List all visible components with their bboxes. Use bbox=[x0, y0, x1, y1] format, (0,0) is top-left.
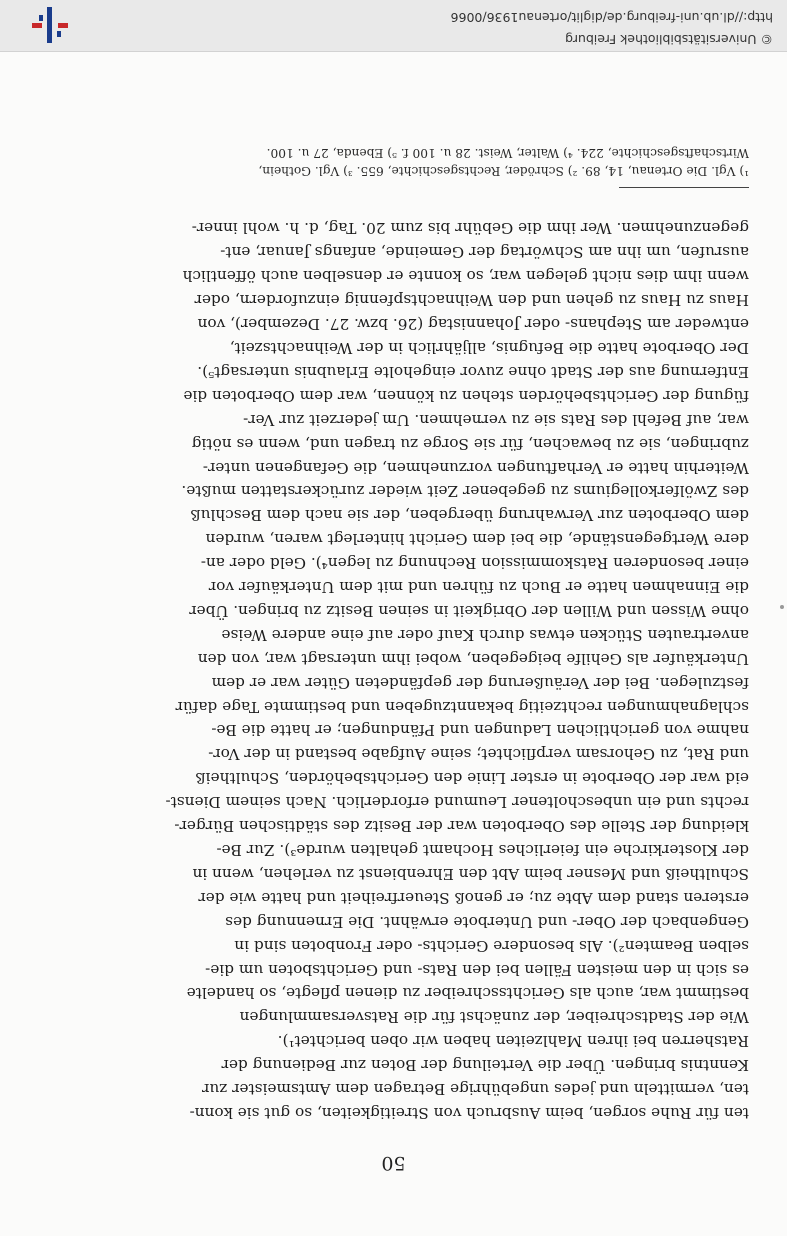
text-line: die Einnahmen hatte er Buch zu führen und mit dem Unterkäufer vor bbox=[208, 578, 749, 597]
text-line: entweder am Stephans- oder Johannistag (26. bzw. 27. Dezember), von bbox=[197, 315, 749, 334]
text-line: wenn ihm dies nicht gelegen war, so konnte er denselben auch öffentlich bbox=[182, 267, 749, 286]
text-line: gegenzunehmen. Wer ihm die Gebühr bis zum 20. Tag, d. h. wohl inner- bbox=[191, 219, 749, 238]
text-line: Wie der Stadtschreiber, der zunächst für die Ratsversammlungen bbox=[239, 1008, 749, 1027]
text-line: nahme von gerichtlichen Ladungen und Pfändungen; er hatte die Be- bbox=[211, 721, 749, 740]
text-line: Haus zu Haus zu gehen und den Weihnachtspfennig einzufordern, oder bbox=[194, 291, 749, 310]
text-line: Kenntnis bringen. Über die Verteilung der Boten zur Bedienung der bbox=[221, 1056, 749, 1075]
footnote-divider bbox=[619, 187, 749, 188]
footnote-line: ¹) Vgl. Die Ortenau, 14, 89. ²) Schröder, Rechtsgeschichte, 655. ³) Vgl. Gothein, bbox=[258, 164, 749, 178]
copyright-text: © Universitätsbibliothek Freiburg bbox=[565, 32, 773, 47]
text-line: bestimmt war, auch als Gerichtsschreiber zu dienen pflegte, so handelte bbox=[186, 984, 749, 1003]
scan-speck bbox=[780, 605, 784, 609]
ub-freiburg-logo-icon[interactable] bbox=[30, 5, 70, 45]
text-line: ersteren stand dem Abte zu; er genoß Steuerfreiheit und hatte wie der bbox=[198, 888, 749, 907]
text-line: einer besonderen Ratskommission Rechnung zu legen⁴). Geld oder an- bbox=[200, 554, 749, 573]
text-line: anvertrauten Stücken etwas durch Kauf oder auf eine andere Weise bbox=[221, 625, 749, 644]
text-line: Unterkäufer als Gehilfe beigegeben, wobei ihm untersagt war, von den bbox=[197, 649, 749, 668]
viewer-header bbox=[0, 0, 787, 52]
text-line: zubringen, sie zu bewachen, für sie Sorge zu tragen und, wenn es nötig bbox=[191, 434, 749, 453]
text-line: eid war der Oberbote in erster Linie den Gerichtsbehörden, Schultheiß bbox=[195, 769, 749, 788]
text-line: Entfernung aus der Stadt ohne zuvor eingeholte Erlaubnis untersagt⁵). bbox=[197, 362, 749, 381]
text-line: war, auf Befehl des Rats sie zu vernehmen. Um jederzeit zur Ver- bbox=[243, 410, 749, 429]
text-line: selben Beamten²). Als besondere Gerichts- oder Fronboten sind in bbox=[234, 936, 749, 955]
text-line: dem Oberboten zur Verwahrung übergeben, der sie nach dem Beschluß bbox=[190, 506, 749, 525]
text-line: festzulegen. Bei der Veräußerung der gepfändeten Güter war er dem bbox=[211, 673, 749, 692]
footnote-line: Wirtschaftsgeschichte, 224. ⁴) Walter, Weist. 28 u. 100 f. ⁵) Ebenda, 27 u. 100. bbox=[266, 146, 749, 160]
body-text bbox=[45, 216, 749, 1124]
text-line: ten für Ruhe sorgen, beim Ausbruch von Streitigkeiten, so gut sie konn- bbox=[189, 1104, 749, 1122]
text-line: ausrufen, um ihn am Schwörtag der Gemeinde, anfangs Januar, ent- bbox=[220, 243, 749, 262]
text-line: Gengenbach der Ober- und Unterbote erwähnt. Die Ernennung des bbox=[225, 912, 749, 931]
text-line: fügung der Gerichtsbehörden stehen zu können, war dem Oberboten die bbox=[183, 386, 749, 405]
text-line: Schultheiß und Mesner beim Abt den Ehrenbienst zu verlehen, wenn in bbox=[192, 864, 749, 883]
text-line: Weiterhin hatte er Verhaftungen vorzunehmen, die Gefangenen unter- bbox=[202, 458, 749, 477]
text-line: rechts und ein unbescholtener Leumund erforderlich. Nach seinem Dienst- bbox=[165, 793, 749, 812]
text-line: der Klosterkirche ein feierliches Hochamt gehalten wurde³). Zur Be- bbox=[216, 841, 749, 860]
page-url-link[interactable]: http://dl.ub.uni-freiburg.de/diglit/ortenau1936/0066 bbox=[450, 10, 773, 25]
page-number: 50 bbox=[381, 1152, 406, 1174]
text-line: Der Oberbote hatte die Befugnis, alljährlich in der Weihnachtszeit, bbox=[229, 339, 749, 357]
text-line: es sich in den meisten Fällen bei den Rats- und Gerichtsboten um die- bbox=[205, 960, 749, 979]
text-line: und Rat, zu Gehorsam verpflichtet; seine Aufgabe bestand in der Vor- bbox=[208, 745, 749, 764]
text-line: schlagnahmungen rechtzeitig bekanntzugeben und bestimmte Tage dafür bbox=[175, 697, 749, 716]
text-line: ohne Wissen und Willen der Obrigkeit in seinen Besitz zu bringen. Über bbox=[189, 601, 749, 620]
text-line: dere Wertgegenstände, die bei dem Gericht hinterlegt waren, wurden bbox=[205, 530, 749, 549]
footnotes bbox=[45, 144, 749, 180]
page-scan bbox=[0, 52, 787, 1236]
text-line: des Zwölferkollegiums zu gegebener Zeit wieder zurückerstatten mußte. bbox=[181, 482, 749, 501]
text-line: ten, vermitteln und jedes ungebührige Betragen dem Amtsmeister zur bbox=[202, 1080, 749, 1099]
text-line: Ratsherren bei ihren Mahlzeiten haben wir oben berichtet¹). bbox=[277, 1032, 749, 1051]
text-line: kleidung der Stelle des Oberboten war der Besitz des städtischen Bürger- bbox=[174, 817, 749, 836]
